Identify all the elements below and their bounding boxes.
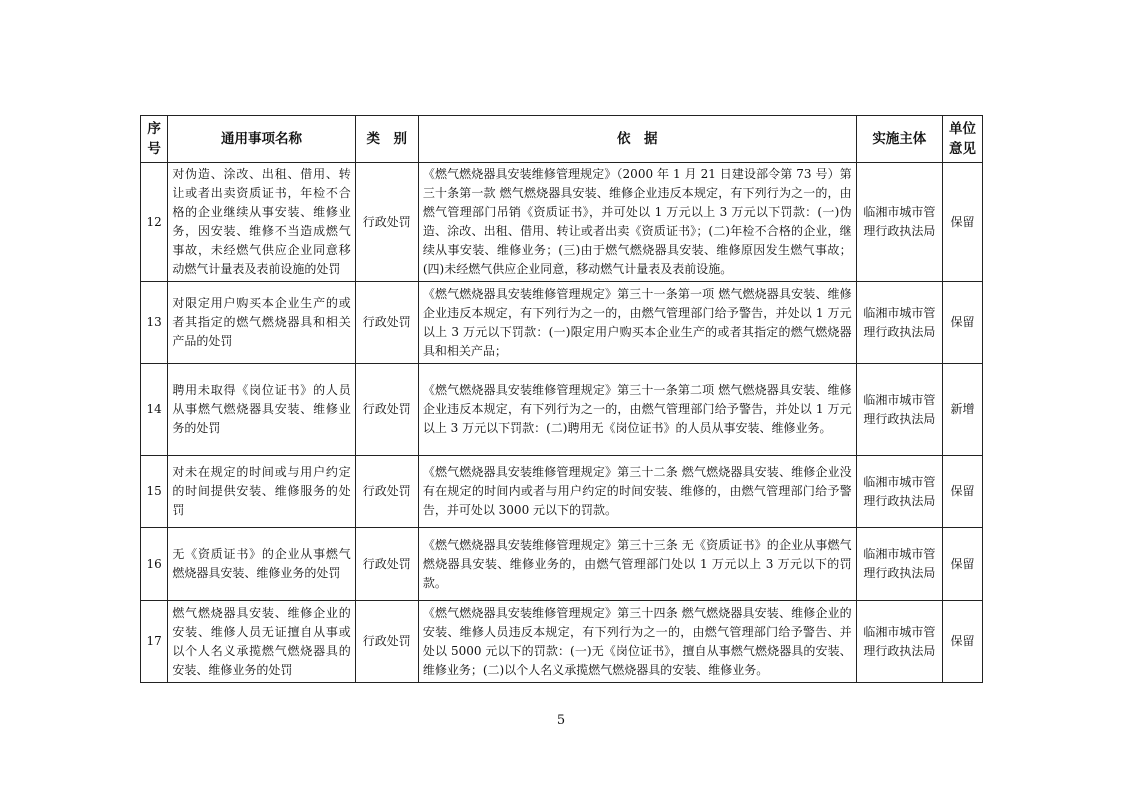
row-basis: 《燃气燃烧器具安装维修管理规定》第三十一条第二项 燃气燃烧器具安装、维修企业违反本规定，有下列行为之一的，由燃气管理部门给予警告，并处以 1 万元以上 3 万元以下罚款：(二)聘用无《岗位证书》的人员从事安装、维修业务。 (418, 364, 856, 456)
row-body: 临湘市城市管理行政执法局 (856, 282, 942, 364)
row-name: 聘用未取得《岗位证书》的人员从事燃气燃烧器具安装、维修业务的处罚 (168, 364, 355, 456)
header-name: 通用事项名称 (168, 116, 355, 163)
row-basis: 《燃气燃烧器具安装维修管理规定》第三十三条 无《资质证书》的企业从事燃气燃烧器具安装、维修业务的，由燃气管理部门处以 1 万元以上 3 万元以下的罚款。 (418, 528, 856, 601)
row-name: 燃气燃烧器具安装、维修企业的安装、维修人员无证擅自从事或以个人名义承揽燃气燃烧器具的安装、维修业务的处罚 (168, 601, 355, 683)
page-number: 5 (556, 713, 566, 728)
row-basis: 《燃气燃烧器具安装维修管理规定》第三十一条第一项 燃气燃烧器具安装、维修企业违反本规定，有下列行为之一的，由燃气管理部门给予警告，并处以 1 万元以上 3 万元以下罚款：(一)限定用户购买本企业生产的或者其指定的燃气燃烧器具和相关产品； (418, 282, 856, 364)
header-basis: 依 据 (418, 116, 856, 163)
row-opinion: 保留 (942, 456, 982, 528)
row-no: 15 (141, 456, 168, 528)
row-type: 行政处罚 (355, 601, 418, 683)
row-basis: 《燃气燃烧器具安装维修管理规定》第三十四条 燃气燃烧器具安装、维修企业的安装、维修人员违反本规定，有下列行为之一的，由燃气管理部门给予警告、并处以 5000 元以下的罚款：(一)无《岗位证书》，擅自从事燃气燃烧器具的安装、维修业务；(二)以个人名义承揽燃气燃烧器具的安装、维修业务。 (418, 601, 856, 683)
row-body: 临湘市城市管理行政执法局 (856, 364, 942, 456)
row-body: 临湘市城市管理行政执法局 (856, 601, 942, 683)
row-no: 14 (141, 364, 168, 456)
row-body: 临湘市城市管理行政执法局 (856, 163, 942, 282)
row-name: 无《资质证书》的企业从事燃气燃烧器具安装、维修业务的处罚 (168, 528, 355, 601)
row-type: 行政处罚 (355, 163, 418, 282)
row-opinion: 保留 (942, 282, 982, 364)
row-no: 12 (141, 163, 168, 282)
table-row (141, 282, 983, 364)
regulation-table (140, 115, 983, 683)
row-opinion: 保留 (942, 528, 982, 601)
row-no: 17 (141, 601, 168, 683)
header-opinion: 单位意见 (942, 116, 982, 163)
row-no: 13 (141, 282, 168, 364)
row-basis: 《燃气燃烧器具安装维修管理规定》（2000 年 1 月 21 日建设部令第 73 号）第三十条第一款 燃气燃烧器具安装、维修企业违反本规定，有下列行为之一的，由燃气管理部门吊销《资质证书》，并可处以 1 万元以上 3 万元以下罚款：(一)伪造、涂改、出租、借用、转让或者出卖《资质证书》；(二)年检不合格的企业，继续从事安装、维修业务；(三)由于燃气燃烧器具安装、维修原因发生燃气事故；(四)未经燃气供应企业同意，移动燃气计量表及表前设施。 (418, 163, 856, 282)
row-body: 临湘市城市管理行政执法局 (856, 456, 942, 528)
table-row (141, 601, 983, 683)
header-no: 序号 (141, 116, 168, 163)
row-name: 对限定用户购买本企业生产的或者其指定的燃气燃烧器具和相关产品的处罚 (168, 282, 355, 364)
row-name: 对伪造、涂改、出租、借用、转让或者出卖资质证书，年检不合格的企业继续从事安装、维修业务，因安装、维修不当造成燃气事故，未经燃气供应企业同意移动燃气计量表及表前设施的处罚 (168, 163, 355, 282)
header-body: 实施主体 (856, 116, 942, 163)
table-header-row (141, 116, 983, 163)
row-type: 行政处罚 (355, 528, 418, 601)
row-name: 对未在规定的时间或与用户约定的时间提供安装、维修服务的处罚 (168, 456, 355, 528)
row-type: 行政处罚 (355, 282, 418, 364)
header-type: 类 别 (355, 116, 418, 163)
row-opinion: 保留 (942, 601, 982, 683)
row-body: 临湘市城市管理行政执法局 (856, 528, 942, 601)
row-type: 行政处罚 (355, 364, 418, 456)
table-row (141, 528, 983, 601)
row-opinion: 保留 (942, 163, 982, 282)
table-row (141, 364, 983, 456)
row-type: 行政处罚 (355, 456, 418, 528)
row-basis: 《燃气燃烧器具安装维修管理规定》第三十二条 燃气燃烧器具安装、维修企业没有在规定的时间内或者与用户约定的时间安装、维修的，由燃气管理部门给予警告，并可处以 3000 元以下的罚款。 (418, 456, 856, 528)
table-row (141, 456, 983, 528)
row-opinion: 新增 (942, 364, 982, 456)
table-row (141, 163, 983, 282)
row-no: 16 (141, 528, 168, 601)
